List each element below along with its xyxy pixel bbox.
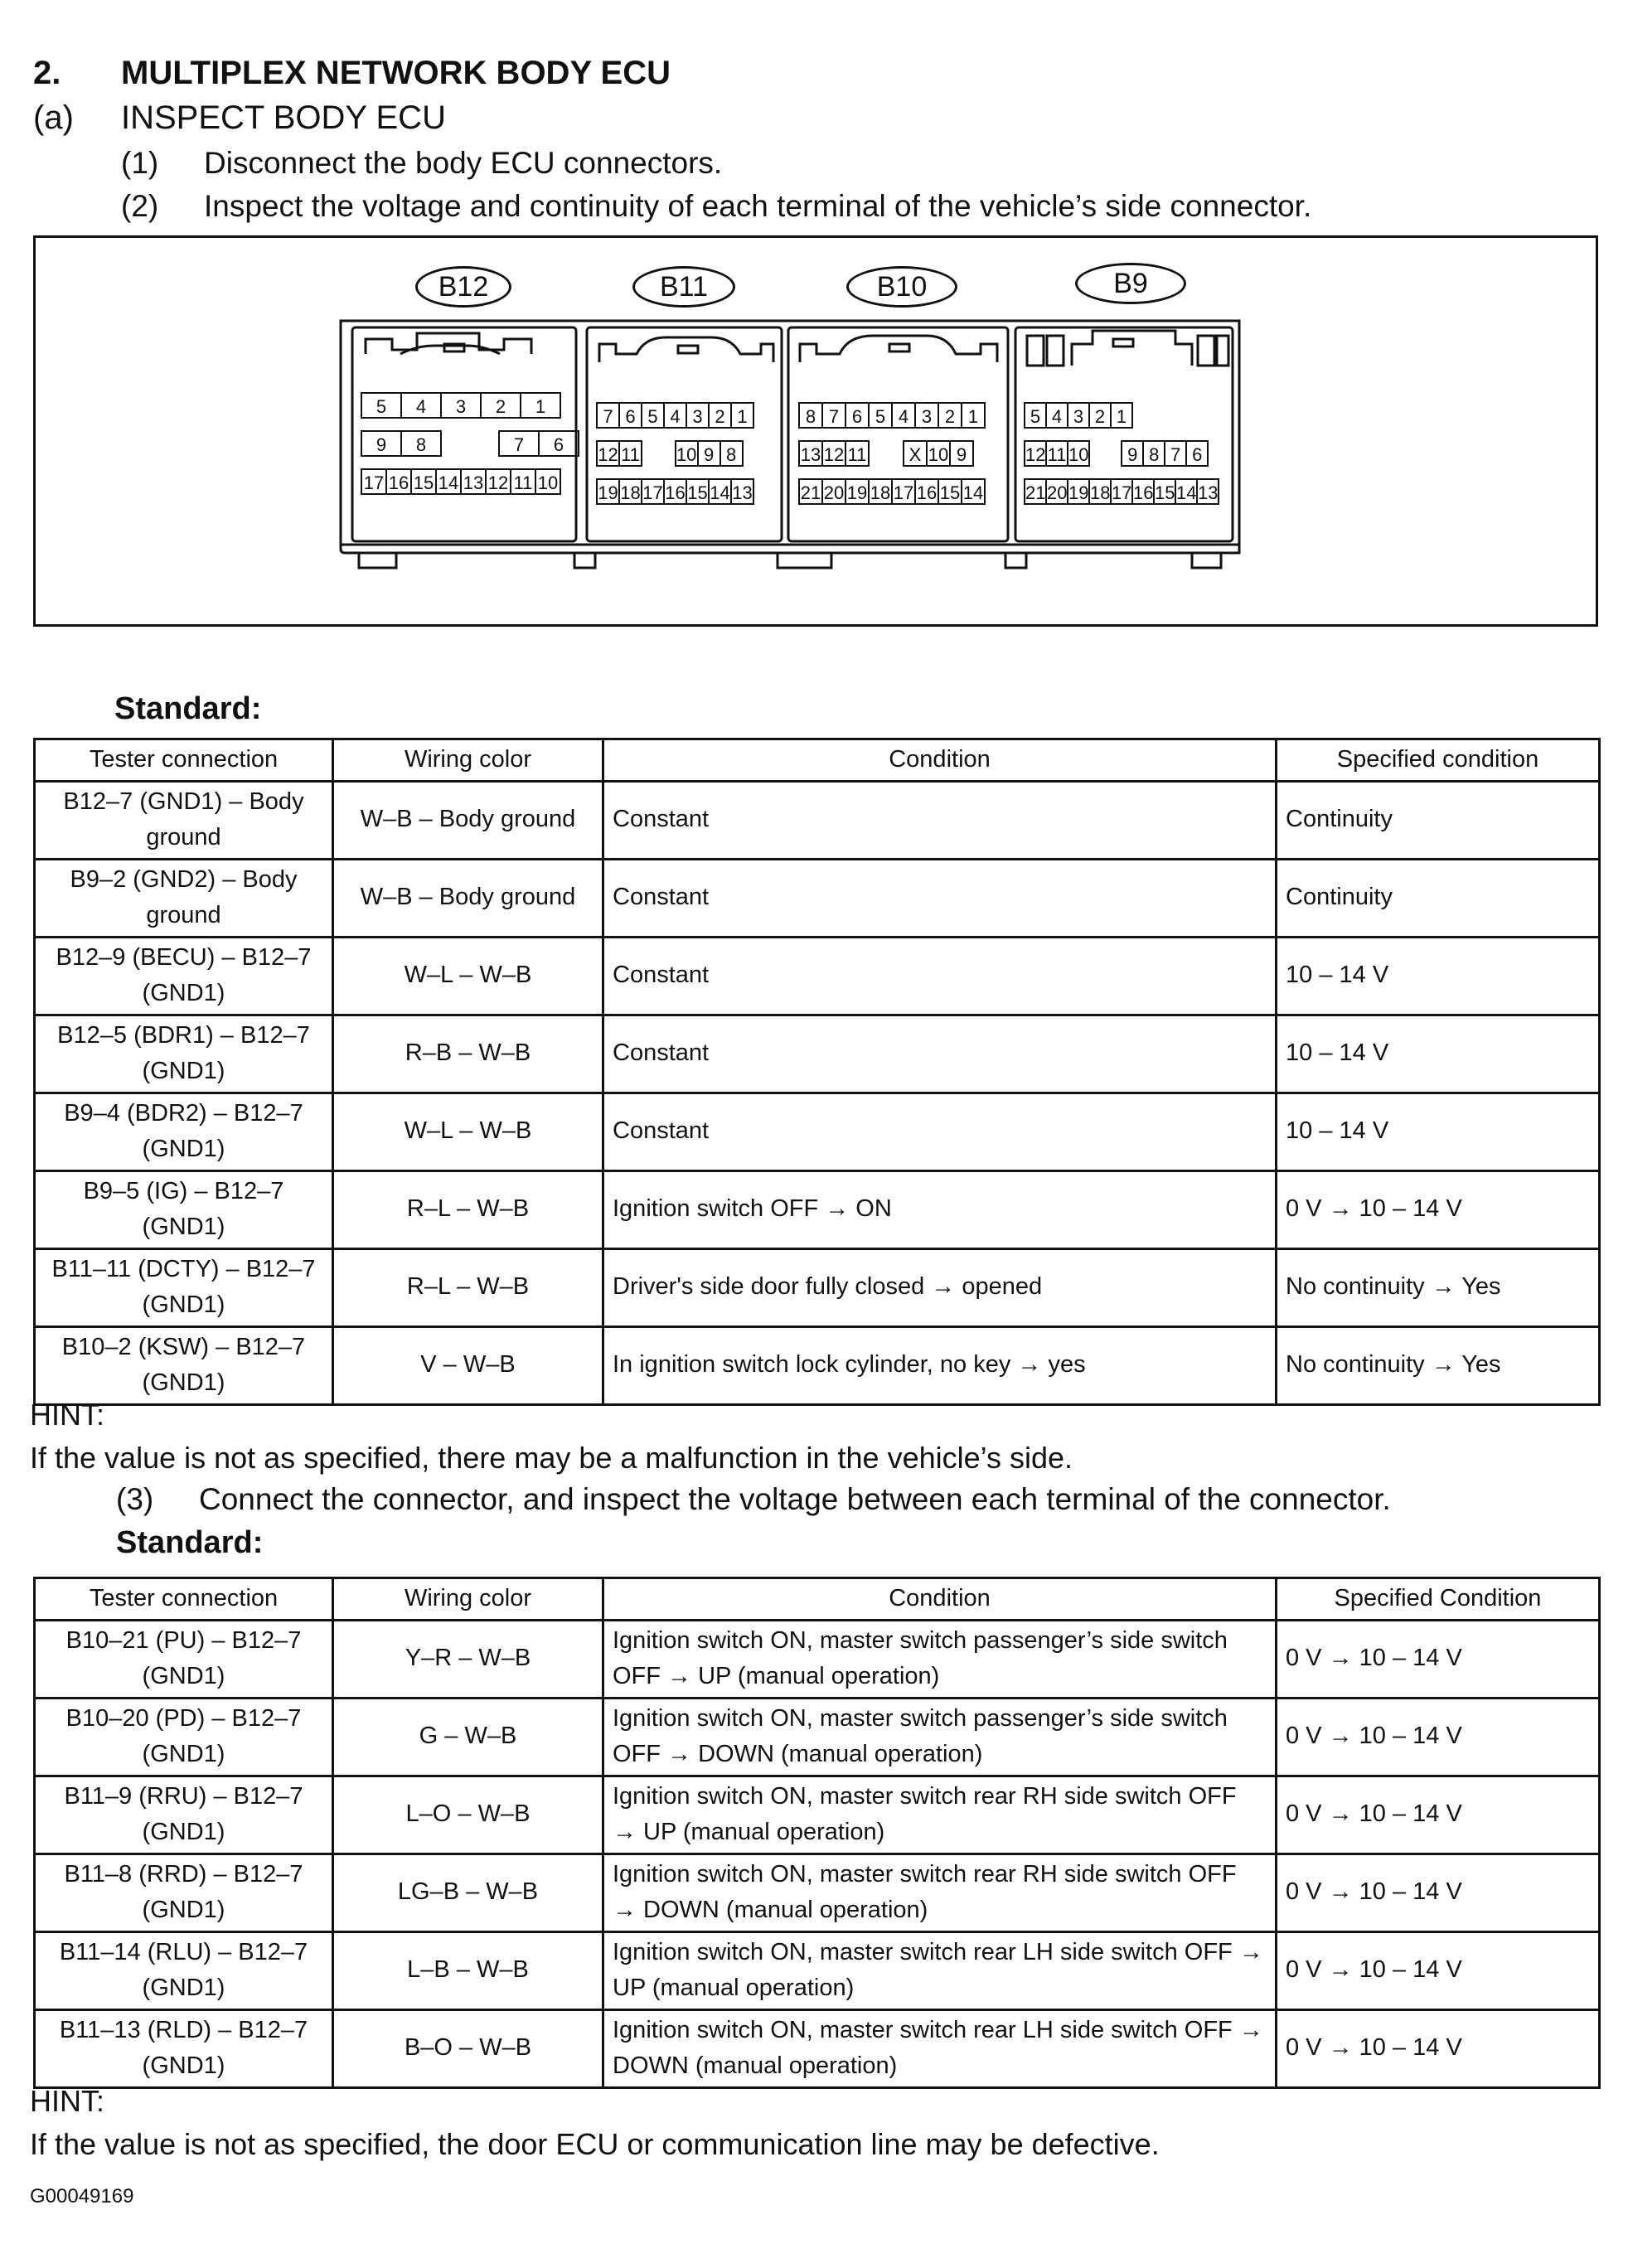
cell-specified-condition: 0 V → 10 – 14 V — [1277, 1698, 1600, 1776]
pin-row — [1024, 440, 1219, 467]
standard-table-1 — [33, 738, 1601, 1406]
pin-cell: 2 — [938, 402, 962, 429]
table-row — [35, 1326, 1600, 1404]
cell-wiring-color: B–O – W–B — [333, 2009, 603, 2087]
header-condition: Condition — [603, 1578, 1277, 1621]
cell-specified-condition: 0 V → 10 – 14 V — [1277, 1776, 1600, 1854]
table-row — [35, 1620, 1600, 1698]
pin-cell: 6 — [845, 402, 870, 429]
cell-wiring-color: W–L – W–B — [333, 937, 603, 1015]
cell-tester-connection: B11–11 (DCTY) – B12–7 (GND1) — [35, 1248, 333, 1326]
pin-cell: 4 — [663, 402, 687, 429]
pin-cell: 15 — [1153, 478, 1176, 505]
pin-cell: 10 — [926, 440, 951, 467]
pin-row — [798, 402, 986, 429]
pin-cell: 1 — [520, 392, 561, 419]
section-number: 2. — [33, 55, 61, 91]
step-number: (3) — [116, 1482, 154, 1516]
pin-cell: 9 — [949, 440, 974, 467]
cell-tester-connection: B9–5 (IG) – B12–7 (GND1) — [35, 1170, 333, 1248]
pin-cell: 12 — [821, 440, 846, 467]
pin-cell: 2 — [1088, 402, 1112, 429]
header-tester-connection: Tester connection — [35, 739, 333, 782]
cell-specified-condition: No continuity → Yes — [1277, 1248, 1600, 1326]
pin-row — [361, 430, 579, 457]
pin-cell: 10 — [675, 440, 699, 467]
pin-cell: 19 — [1067, 478, 1090, 505]
step-text: Disconnect the body ECU connectors. — [204, 146, 723, 180]
pin-row — [1024, 478, 1219, 505]
table-row — [35, 1170, 1600, 1248]
table-row — [35, 1854, 1600, 1931]
pin-cell: 5 — [361, 392, 402, 419]
table-row — [35, 859, 1600, 937]
connector-b11-pins — [596, 402, 754, 516]
cell-condition: Ignition switch ON, master switch passenger’s side switch OFF → DOWN (manual operation) — [603, 1698, 1277, 1776]
pin-cell: 8 — [720, 440, 744, 467]
step-text: Connect the connector, and inspect the voltage between each terminal of the connector. — [199, 1482, 1391, 1516]
cell-condition: Constant — [603, 937, 1277, 1015]
cell-tester-connection: B10–21 (PU) – B12–7 (GND1) — [35, 1620, 333, 1698]
cell-wiring-color: L–B – W–B — [333, 1931, 603, 2009]
connector-b10-pins — [798, 402, 986, 516]
cell-tester-connection: B11–13 (RLD) – B12–7 (GND1) — [35, 2009, 333, 2087]
pin-cell: 8 — [400, 430, 442, 457]
cell-specified-condition: No continuity → Yes — [1277, 1326, 1600, 1404]
pin-row — [596, 440, 754, 467]
cell-condition: Constant — [603, 781, 1277, 859]
pin-cell: 20 — [1045, 478, 1068, 505]
connector-label-b10: B10 — [846, 266, 957, 308]
cell-tester-connection: B11–8 (RRD) – B12–7 (GND1) — [35, 1854, 333, 1931]
pin-cell: 10 — [535, 468, 561, 495]
pin-cell: 15 — [938, 478, 962, 505]
header-wiring-color: Wiring color — [333, 1578, 603, 1621]
pin-cell: 17 — [891, 478, 916, 505]
cell-specified-condition: Continuity — [1277, 859, 1600, 937]
table-row — [35, 937, 1600, 1015]
cell-condition: Constant — [603, 1015, 1277, 1093]
subsection-title: INSPECT BODY ECU — [121, 99, 446, 136]
hint-label: HINT: — [30, 2084, 104, 2118]
standard-label: Standard: — [114, 691, 262, 726]
pin-cell: 7 — [821, 402, 846, 429]
pin-cell: 18 — [868, 478, 893, 505]
pin-cell: 9 — [1121, 440, 1144, 467]
pin-cell: 3 — [1067, 402, 1090, 429]
pin-cell: 13 — [730, 478, 754, 505]
connector-diagram — [33, 235, 1598, 627]
pin-cell: 14 — [961, 478, 986, 505]
pin-cell: 14 — [708, 478, 732, 505]
cell-tester-connection: B12–9 (BECU) – B12–7 (GND1) — [35, 937, 333, 1015]
pin-row — [361, 392, 579, 419]
pin-cell: 18 — [1088, 478, 1112, 505]
pin-cell: 4 — [891, 402, 916, 429]
pin-blank-x: X — [903, 440, 928, 467]
cell-specified-condition: 10 – 14 V — [1277, 1015, 1600, 1093]
pin-cell: 6 — [618, 402, 642, 429]
pin-cell: 16 — [385, 468, 412, 495]
cell-tester-connection: B10–2 (KSW) – B12–7 (GND1) — [35, 1326, 333, 1404]
cell-condition: Ignition switch ON, master switch rear LH side switch OFF → UP (manual operation) — [603, 1931, 1277, 2009]
step-number: (2) — [121, 189, 159, 223]
cell-wiring-color: LG–B – W–B — [333, 1854, 603, 1931]
table-row — [35, 1248, 1600, 1326]
cell-tester-connection: B11–14 (RLU) – B12–7 (GND1) — [35, 1931, 333, 2009]
pin-cell: 12 — [596, 440, 620, 467]
pin-cell: 12 — [1024, 440, 1047, 467]
cell-wiring-color: V – W–B — [333, 1326, 603, 1404]
table-row — [35, 1776, 1600, 1854]
table-row — [35, 1698, 1600, 1776]
pin-cell: 10 — [1067, 440, 1090, 467]
figure-code: G00049169 — [30, 2185, 134, 2207]
pin-cell: 14 — [435, 468, 462, 495]
cell-condition: Constant — [603, 859, 1277, 937]
pin-gap — [442, 430, 500, 457]
pin-cell: 3 — [686, 402, 710, 429]
pin-cell: 1 — [961, 402, 986, 429]
table-row — [35, 1093, 1600, 1170]
pin-cell: 17 — [641, 478, 665, 505]
hint-text: If the value is not as specified, there may be a malfunction in the vehicle’s side. — [30, 1441, 1073, 1475]
pin-cell: 7 — [1164, 440, 1187, 467]
pin-cell: 20 — [821, 478, 846, 505]
step-text: Inspect the voltage and continuity of each terminal of the vehicle’s side connector. — [204, 189, 1312, 223]
pin-cell: 16 — [663, 478, 687, 505]
pin-cell: 16 — [914, 478, 939, 505]
cell-wiring-color: W–B – Body ground — [333, 781, 603, 859]
pin-cell: 5 — [868, 402, 893, 429]
connector-label-b11: B11 — [632, 266, 735, 308]
header-tester-connection: Tester connection — [35, 1578, 333, 1621]
cell-wiring-color: W–L – W–B — [333, 1093, 603, 1170]
pin-cell: 2 — [708, 402, 732, 429]
cell-wiring-color: R–L – W–B — [333, 1170, 603, 1248]
pin-row — [596, 402, 754, 429]
pin-cell: 19 — [845, 478, 870, 505]
pin-cell: 8 — [798, 402, 823, 429]
table-row — [35, 1015, 1600, 1093]
pin-cell: 13 — [798, 440, 823, 467]
table-row — [35, 1931, 1600, 2009]
cell-wiring-color: G – W–B — [333, 1698, 603, 1776]
cell-condition: Ignition switch ON, master switch rear RH side switch OFF → DOWN (manual operation) — [603, 1854, 1277, 1931]
cell-tester-connection: B12–5 (BDR1) – B12–7 (GND1) — [35, 1015, 333, 1093]
cell-tester-connection: B10–20 (PD) – B12–7 (GND1) — [35, 1698, 333, 1776]
cell-specified-condition: Continuity — [1277, 781, 1600, 859]
pin-row — [1024, 402, 1219, 429]
table-header-row — [35, 739, 1600, 782]
pin-cell: 5 — [641, 402, 665, 429]
pin-gap — [642, 440, 676, 467]
table-header-row — [35, 1578, 1600, 1621]
header-wiring-color: Wiring color — [333, 739, 603, 782]
pin-cell: 16 — [1131, 478, 1155, 505]
pin-cell: 6 — [1185, 440, 1209, 467]
cell-wiring-color: L–O – W–B — [333, 1776, 603, 1854]
cell-wiring-color: R–L – W–B — [333, 1248, 603, 1326]
pin-cell: 7 — [498, 430, 540, 457]
connector-label-b9: B9 — [1075, 263, 1186, 304]
pin-cell: 1 — [1110, 402, 1133, 429]
cell-tester-connection: B11–9 (RRU) – B12–7 (GND1) — [35, 1776, 333, 1854]
pin-cell: 18 — [618, 478, 642, 505]
header-specified-condition: Specified condition — [1277, 739, 1600, 782]
connector-b9-pins — [1024, 402, 1219, 516]
pin-cell: 4 — [400, 392, 442, 419]
pin-gap — [1090, 440, 1122, 467]
pin-cell: 19 — [596, 478, 620, 505]
cell-specified-condition: 0 V → 10 – 14 V — [1277, 1931, 1600, 2009]
pin-cell: 3 — [440, 392, 482, 419]
table-row — [35, 2009, 1600, 2087]
pin-cell: 15 — [410, 468, 437, 495]
standard-label: Standard: — [116, 1525, 264, 1560]
cell-wiring-color: Y–R – W–B — [333, 1620, 603, 1698]
pin-cell: 11 — [618, 440, 642, 467]
pin-cell: 21 — [1024, 478, 1047, 505]
cell-tester-connection: B9–4 (BDR2) – B12–7 (GND1) — [35, 1093, 333, 1170]
pin-cell: 9 — [697, 440, 721, 467]
standard-table-2 — [33, 1577, 1601, 2089]
cell-condition: Ignition switch OFF → ON — [603, 1170, 1277, 1248]
pin-cell: 21 — [798, 478, 823, 505]
cell-condition: Driver's side door fully closed → opened — [603, 1248, 1277, 1326]
cell-condition: In ignition switch lock cylinder, no key → yes — [603, 1326, 1277, 1404]
pin-row — [596, 478, 754, 505]
connector-b12-pins — [361, 392, 579, 506]
pin-cell: 2 — [480, 392, 521, 419]
pin-cell: 13 — [460, 468, 487, 495]
cell-condition: Ignition switch ON, master switch rear LH side switch OFF → DOWN (manual operation) — [603, 2009, 1277, 2087]
subsection-letter: (a) — [33, 99, 74, 136]
hint-label: HINT: — [30, 1398, 104, 1432]
step-number: (1) — [121, 146, 159, 180]
pin-cell: 4 — [1045, 402, 1068, 429]
pin-cell: 17 — [1110, 478, 1133, 505]
cell-specified-condition: 0 V → 10 – 14 V — [1277, 1620, 1600, 1698]
pin-cell: 13 — [1196, 478, 1219, 505]
pin-cell: 15 — [686, 478, 710, 505]
pin-cell: 11 — [1045, 440, 1068, 467]
hint-text: If the value is not as specified, the door ECU or communication line may be defective. — [30, 2127, 1160, 2161]
pin-cell: 8 — [1142, 440, 1165, 467]
pin-cell: 6 — [538, 430, 579, 457]
pin-cell: 11 — [510, 468, 536, 495]
cell-condition: Ignition switch ON, master switch rear RH side switch OFF → UP (manual operation) — [603, 1776, 1277, 1854]
pin-cell: 7 — [596, 402, 620, 429]
pin-row — [798, 440, 986, 467]
cell-specified-condition: 10 – 14 V — [1277, 937, 1600, 1015]
pin-row — [361, 468, 579, 495]
header-specified-condition: Specified Condition — [1277, 1578, 1600, 1621]
cell-specified-condition: 0 V → 10 – 14 V — [1277, 1854, 1600, 1931]
pin-cell: 1 — [730, 402, 754, 429]
pin-row — [798, 478, 986, 505]
cell-tester-connection: B12–7 (GND1) – Body ground — [35, 781, 333, 859]
pin-cell: 9 — [361, 430, 402, 457]
pin-gap — [870, 440, 904, 467]
pin-cell: 14 — [1175, 478, 1198, 505]
cell-specified-condition: 10 – 14 V — [1277, 1093, 1600, 1170]
cell-specified-condition: 0 V → 10 – 14 V — [1277, 1170, 1600, 1248]
pin-cell: 3 — [914, 402, 939, 429]
cell-wiring-color: R–B – W–B — [333, 1015, 603, 1093]
cell-tester-connection: B9–2 (GND2) – Body ground — [35, 859, 333, 937]
header-condition: Condition — [603, 739, 1277, 782]
cell-specified-condition: 0 V → 10 – 14 V — [1277, 2009, 1600, 2087]
table-row — [35, 781, 1600, 859]
cell-condition: Constant — [603, 1093, 1277, 1170]
pin-cell: 17 — [361, 468, 387, 495]
pin-cell: 11 — [845, 440, 870, 467]
pin-cell: 12 — [485, 468, 511, 495]
cell-wiring-color: W–B – Body ground — [333, 859, 603, 937]
connector-label-b12: B12 — [415, 266, 511, 308]
pin-cell: 5 — [1024, 402, 1047, 429]
section-title: MULTIPLEX NETWORK BODY ECU — [121, 55, 671, 91]
cell-condition: Ignition switch ON, master switch passenger’s side switch OFF → UP (manual operation) — [603, 1620, 1277, 1698]
